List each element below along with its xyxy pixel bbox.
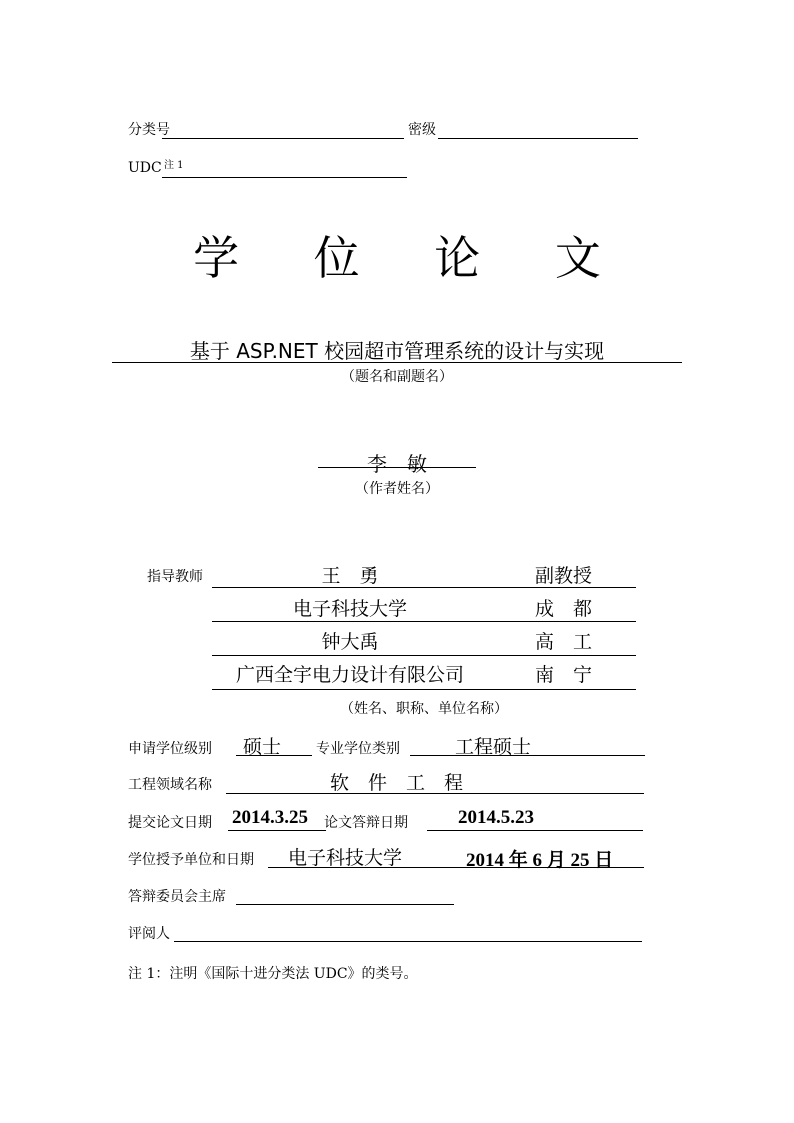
- advisor-row-line: [212, 587, 636, 588]
- thesis-title-underline: [112, 362, 682, 363]
- degree-level-value: 硕士: [243, 736, 282, 758]
- udc-label: UDC: [128, 160, 162, 176]
- document-main-title: 学 位 论 文: [193, 231, 631, 285]
- advisor-row-line: [212, 655, 636, 656]
- reviewer-label: 评阅人: [128, 926, 170, 942]
- defense-date-label: 论文答辩日期: [324, 815, 408, 831]
- chair-label: 答辩委员会主席: [128, 889, 226, 905]
- advisor-row-line: [212, 689, 636, 690]
- defense-date-value: 2014.5.23: [458, 807, 534, 828]
- thesis-title: 基于 ASP.NET 校园超市管理系统的设计与实现: [189, 339, 605, 363]
- advisor-city: 成 都: [535, 598, 593, 620]
- advisor-unit: 电子科技大学: [292, 598, 407, 620]
- advisor-label: 指导教师: [147, 569, 203, 585]
- degree-level-line: [236, 755, 312, 756]
- grant-label: 学位授予单位和日期: [128, 852, 254, 868]
- grant-line: [268, 867, 644, 868]
- field-line: [226, 793, 644, 794]
- degree-level-label: 申请学位级别: [128, 741, 212, 757]
- grant-date: 2014 年 6 月 25 日: [466, 850, 614, 871]
- classification-field-line[interactable]: [162, 138, 404, 139]
- degree-category-line: [410, 755, 645, 756]
- thesis-title-caption: （题名和副题名）: [341, 369, 453, 385]
- security-label: 密级: [408, 122, 436, 138]
- advisor-caption: （姓名、职称、单位名称）: [340, 701, 508, 717]
- author-caption: （作者姓名）: [355, 481, 439, 497]
- author-name: 李 敏: [367, 452, 427, 476]
- classification-label: 分类号: [128, 122, 170, 138]
- co-advisor-title: 高 工: [535, 631, 593, 653]
- defense-date-line: [427, 830, 643, 831]
- grant-unit: 电子科技大学: [288, 847, 403, 869]
- chair-field-line[interactable]: [236, 904, 454, 905]
- submit-date-line: [228, 830, 326, 831]
- submit-date-value: 2014.3.25: [232, 807, 308, 828]
- reviewer-field-line[interactable]: [174, 941, 642, 942]
- field-label: 工程领域名称: [128, 777, 212, 793]
- co-advisor-unit: 广西全宇电力设计有限公司: [235, 664, 464, 686]
- udc-field-line[interactable]: [162, 177, 407, 178]
- author-underline: [318, 467, 476, 468]
- field-value: 软 件 工 程: [330, 772, 464, 794]
- udc-note-marker: 注 1: [164, 160, 184, 171]
- advisor-title: 副教授: [535, 565, 593, 587]
- footnote: 注 1：注明《国际十进分类法 UDC》的类号。: [128, 966, 418, 982]
- submit-date-label: 提交论文日期: [128, 815, 212, 831]
- advisor-row-line: [212, 621, 636, 622]
- degree-category-value: 工程硕士: [455, 736, 532, 758]
- security-field-line[interactable]: [438, 138, 638, 139]
- co-advisor-city: 南 宁: [535, 664, 593, 686]
- co-advisor-name: 钟大禹: [321, 631, 379, 653]
- degree-category-label: 专业学位类别: [316, 741, 400, 757]
- advisor-name: 王 勇: [321, 565, 379, 587]
